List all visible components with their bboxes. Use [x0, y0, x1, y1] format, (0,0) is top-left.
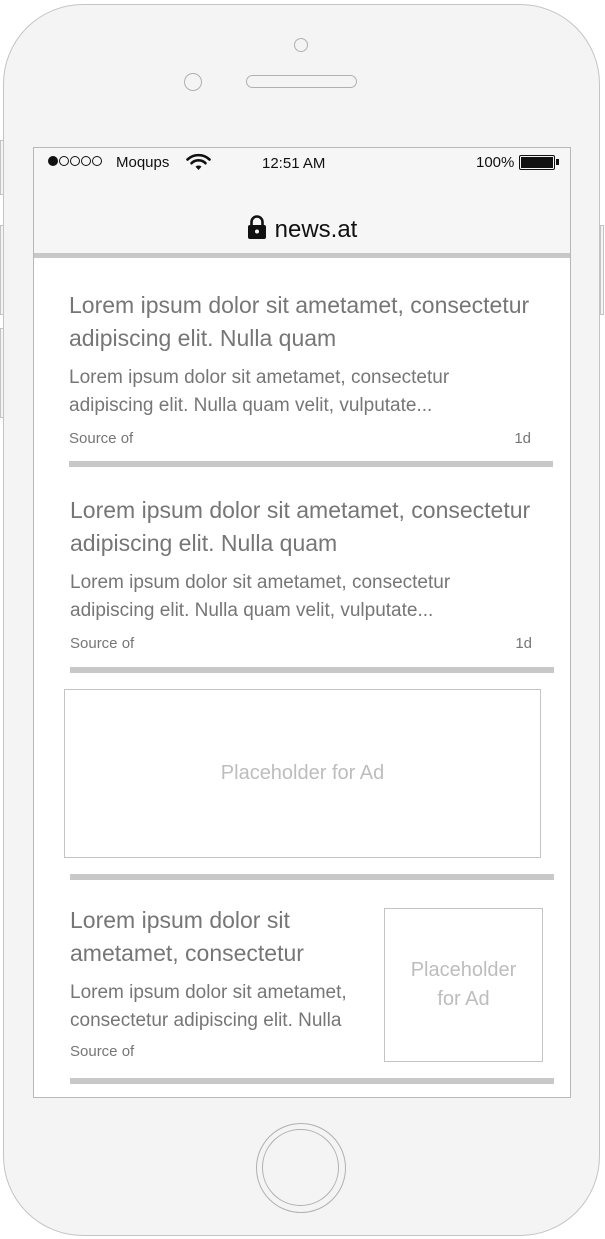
- ad-thumbnail-label: Placeholder for Ad: [410, 959, 517, 1010]
- article-age: 1d: [514, 430, 531, 447]
- home-button[interactable]: [256, 1123, 346, 1213]
- volume-up-button: [0, 225, 4, 315]
- news-article[interactable]: [70, 494, 532, 657]
- article-age: 1d: [515, 635, 532, 652]
- volume-down-button: [0, 328, 4, 418]
- status-bar: [34, 148, 570, 178]
- mute-switch: [0, 140, 4, 195]
- address-bar[interactable]: [34, 178, 570, 258]
- ad-divider: [70, 874, 554, 880]
- power-button: [600, 225, 604, 315]
- ad-thumbnail-placeholder[interactable]: [384, 908, 543, 1062]
- ad-banner-placeholder[interactable]: [64, 689, 541, 858]
- signal-strength-icon: [48, 156, 102, 166]
- article-headline[interactable]: Lorem ipsum dolor sit ametamet, consectetur adipiscing elit. Nulla quam: [70, 497, 531, 556]
- article-meta: [70, 1043, 270, 1067]
- ad-banner-label: Placeholder for Ad: [220, 762, 385, 784]
- lock-icon: [247, 215, 267, 244]
- article-summary: Lorem ipsum dolor sit ametamet, consectetur adipiscing elit. Nulla quam velit, vulputate...: [69, 367, 450, 416]
- battery-tip: [556, 159, 559, 165]
- news-article[interactable]: [69, 289, 531, 452]
- article-source: Source of: [69, 430, 134, 447]
- carrier-name: Moqups: [116, 154, 170, 171]
- article-divider: [69, 461, 553, 467]
- article-headline[interactable]: Lorem ipsum dolor sit ametamet, consectetur: [70, 907, 304, 966]
- article-source: Source of: [70, 635, 135, 652]
- url-text: news.at: [274, 215, 358, 243]
- wifi-icon: [186, 153, 211, 175]
- article-meta: [69, 428, 531, 452]
- article-source: Source of: [70, 1043, 135, 1060]
- article-divider: [70, 1078, 554, 1084]
- phone-screen: [33, 147, 571, 1098]
- battery-percentage: 100%: [476, 154, 515, 171]
- earpiece-speaker: [246, 75, 357, 88]
- article-meta: [70, 633, 532, 657]
- news-article[interactable]: [70, 904, 360, 1042]
- status-time: 12:51 AM: [262, 155, 326, 172]
- battery-icon: [519, 155, 555, 170]
- article-summary: Lorem ipsum dolor sit ametamet, consectetur adipiscing elit. Nulla: [70, 982, 347, 1031]
- article-summary: Lorem ipsum dolor sit ametamet, consectetur adipiscing elit. Nulla quam velit, vulputate...: [70, 572, 451, 621]
- article-divider: [70, 667, 554, 673]
- article-headline[interactable]: Lorem ipsum dolor sit ametamet, consectetur adipiscing elit. Nulla quam: [69, 292, 530, 351]
- proximity-sensor: [184, 73, 202, 91]
- front-camera: [294, 38, 308, 52]
